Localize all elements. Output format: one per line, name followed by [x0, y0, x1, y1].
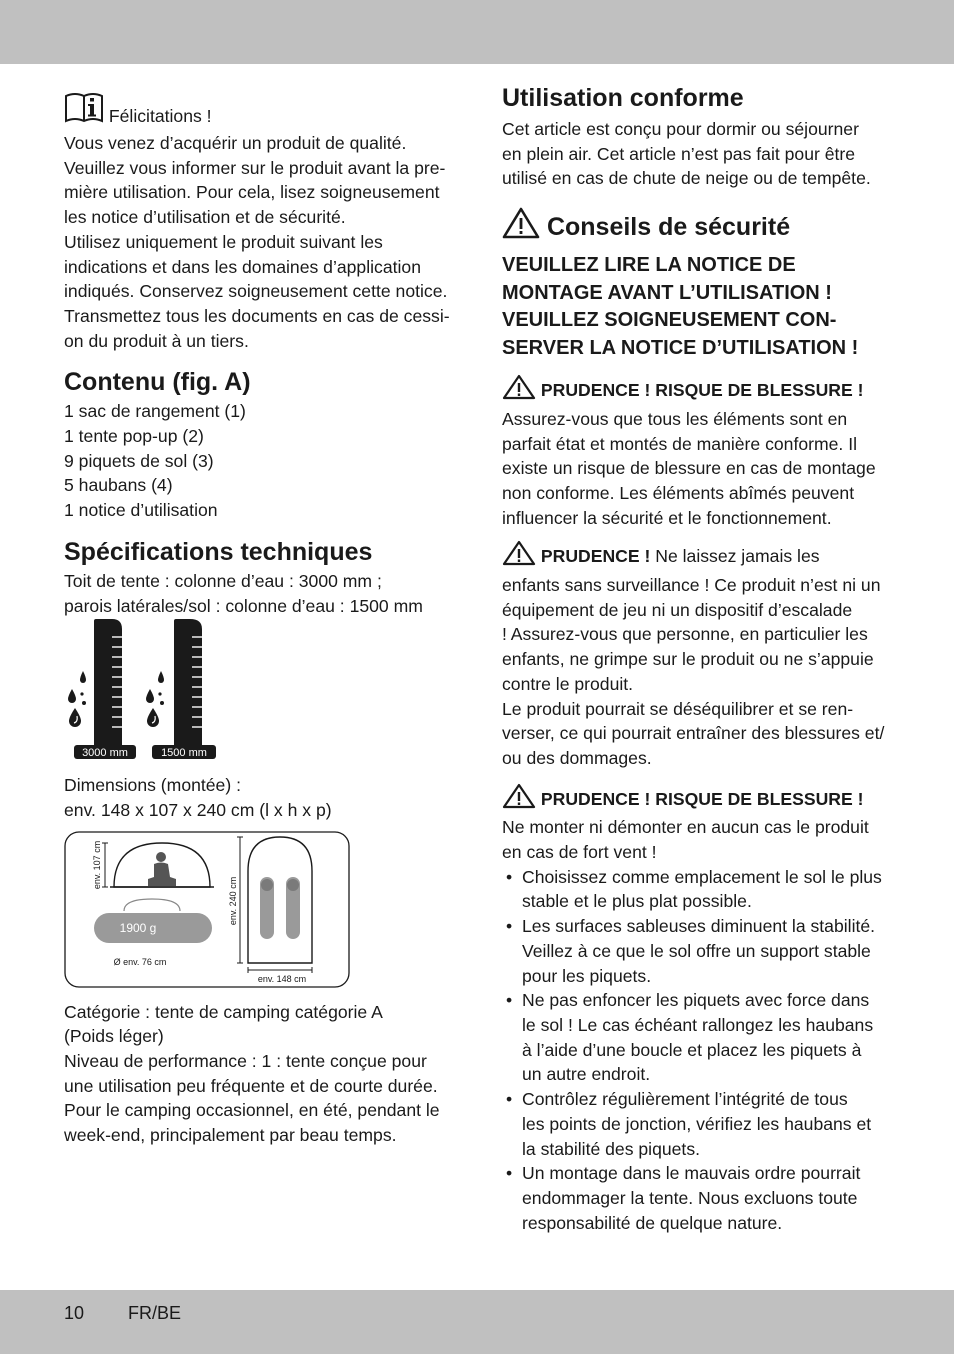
- bullet-line: la stabilité des piquets.: [522, 1138, 700, 1159]
- gauge-label-1500: 1500 mm: [161, 747, 207, 760]
- usage-line: en plein air. Cet article n’est pas fait pour être: [502, 143, 856, 164]
- bullet-line: endommager la tente. Nous excluons toute: [522, 1187, 858, 1208]
- warning-line: parfait état et montés de manière conforme. Il: [502, 433, 857, 454]
- dimension-line: Dimensions (montée) :: [64, 775, 241, 796]
- diameter-label: Ø env. 76 cm: [113, 956, 167, 967]
- warning-line: ! Assurez-vous que personne, en particulier les: [502, 624, 868, 645]
- bullet-line: à l’aide d’une boucle et placez les piquets à: [522, 1039, 862, 1060]
- water-column-gauges: [64, 619, 224, 761]
- bullet-line: • Choisissez comme emplacement le sol le plus: [522, 866, 882, 887]
- warning-line: Le produit pourrait se déséquilibrer et se ren-: [502, 698, 854, 719]
- category-line: Catégorie : tente de camping catégorie A: [64, 1001, 383, 1022]
- caps-line: VEUILLEZ LIRE LA NOTICE DE: [502, 254, 796, 277]
- usage-text: [502, 117, 894, 191]
- left-column: [64, 90, 456, 1148]
- caps-line: VEUILLEZ SOIGNEUSEMENT CON-: [502, 309, 837, 332]
- gauge-label-3000: 3000 mm: [82, 747, 128, 760]
- page-number: 10: [64, 1303, 85, 1323]
- warning-line: enfants sans surveillance ! Ce produit n’est ni un: [502, 575, 881, 596]
- header-band: [0, 0, 954, 64]
- warning-title: PRUDENCE !: [540, 546, 651, 567]
- specs-heading: Spécifications techniques: [64, 537, 373, 566]
- caps-line: MONTAGE AVANT L’UTILISATION !: [502, 281, 832, 304]
- contents-item: 9 piquets de sol (3): [64, 450, 214, 471]
- caps-line: SERVER LA NOTICE D’UTILISATION !: [502, 336, 859, 359]
- category-line: Pour le camping occasionnel, en été, pendant le: [64, 1100, 440, 1121]
- language-code: FR/BE: [128, 1303, 182, 1323]
- water-line: Toit de tente : colonne d’eau : 3000 mm ;: [64, 570, 382, 591]
- bullet-line: le sol ! Le cas échéant rallongez les haubans: [522, 1014, 874, 1035]
- warning-first-line: Ne laissez jamais les: [655, 546, 820, 567]
- intro-line: Utilisez uniquement le produit suivant les: [64, 231, 383, 252]
- width-label: env. 148 cm: [257, 973, 307, 984]
- usage-line: utilisé en cas de chute de neige ou de tempête.: [502, 168, 871, 189]
- warning-line: équipement de jeu ni un dispositif d’escalade: [502, 599, 853, 620]
- bullet-line: Veillez à ce que le sol offre un support stable: [522, 940, 871, 961]
- contents-item: 1 tente pop-up (2): [64, 426, 204, 447]
- intro-line: Veuillez vous informer sur le produit avant la pre-: [64, 157, 446, 178]
- bullet-line: un autre endroit.: [522, 1064, 651, 1085]
- warning-block-1: [502, 374, 894, 530]
- contents-item: 1 notice d’utilisation: [64, 500, 218, 521]
- contents-item: 5 haubans (4): [64, 475, 173, 496]
- intro-line: Transmettez tous les documents en cas de cessi-: [64, 305, 450, 326]
- contents-list: [64, 399, 456, 523]
- intro-line: mière utilisation. Pour cela, lisez soigneusement: [64, 182, 440, 203]
- greeting: Félicitations !: [108, 106, 212, 126]
- usage-line: Cet article est conçu pour dormir ou séjourner: [502, 119, 859, 139]
- category-line: Niveau de performance : 1 : tente conçue pour: [64, 1051, 427, 1072]
- category-section: [64, 1000, 456, 1148]
- warning-triangle-icon: [502, 207, 540, 246]
- intro-line: les notice d’utilisation et de sécurité.: [64, 207, 346, 228]
- warning-line: non conforme. Les éléments abîmés peuvent: [502, 482, 855, 503]
- bullet-line: • Un montage dans le mauvais ordre pourrait: [522, 1163, 861, 1184]
- safety-caps: [502, 252, 894, 362]
- warning-line: influencer la sécurité et le fonctionnement.: [502, 507, 832, 528]
- list-item: [502, 1087, 894, 1161]
- category-line: (Poids léger): [64, 1026, 164, 1047]
- list-item: [502, 1161, 894, 1235]
- warning-line: Assurez-vous que tous les éléments sont en: [502, 408, 848, 429]
- contents-item: 1 sac de rangement (1): [64, 401, 246, 422]
- water-column-figure: [64, 619, 224, 761]
- intro-line: on du produit à un tiers.: [64, 330, 249, 351]
- dimension-line: env. 148 x 107 x 240 cm (l x h x p): [64, 799, 332, 820]
- warning-line: Ne monter ni démonter en aucun cas le produit: [502, 817, 869, 838]
- bullet-line: • Ne pas enfoncer les piquets avec force dans: [522, 990, 870, 1011]
- warning-line: ou des dommages.: [502, 747, 652, 768]
- category-line: week-end, principalement par beau temps.: [64, 1125, 397, 1146]
- bullet-line: les points de jonction, vérifiez les haubans et: [522, 1113, 872, 1134]
- warning-line: contre le produit.: [502, 673, 634, 694]
- bullet-line: • Les surfaces sableuses diminuent la stabilité.: [522, 916, 876, 937]
- intro-line: Vous venez d’acquérir un produit de qualité.: [64, 133, 407, 153]
- usage-heading: Utilisation conforme: [502, 84, 744, 112]
- warning-block-3: [502, 783, 894, 1236]
- warning-triangle-icon: [502, 374, 536, 407]
- safety-heading-text: Conseils de sécurité: [546, 213, 791, 242]
- bullet-line: pour les piquets.: [522, 965, 652, 986]
- category-line: une utilisation peu fréquente et de courte durée.: [64, 1075, 438, 1096]
- warning-block-2: [502, 540, 894, 770]
- warning-triangle-icon: [502, 540, 536, 573]
- bullet-line: stable et le plus plat possible.: [522, 891, 752, 912]
- intro-line: indiqués. Conservez soigneusement cette notice.: [64, 281, 448, 302]
- warning-line: en cas de fort vent !: [502, 842, 657, 863]
- list-item: [502, 914, 894, 988]
- list-item: [502, 988, 894, 1087]
- intro-section: [64, 90, 456, 353]
- right-column: [502, 83, 894, 1235]
- warning-line: enfants, ne grimpe sur le produit ou ne s’appuie: [502, 649, 874, 670]
- bullet-line: responsabilité de quelque nature.: [522, 1212, 783, 1233]
- safety-bullet-list: [502, 865, 894, 1236]
- water-line: parois latérales/sol : colonne d’eau : 1500 mm: [64, 595, 423, 616]
- intro-line: indications et dans les domaines d’application: [64, 256, 421, 277]
- warning-title: PRUDENCE ! RISQUE DE BLESSURE !: [540, 380, 864, 401]
- warning-line: existe un risque de blessure en cas de montage: [502, 458, 876, 479]
- warning-line: verser, ce qui pourrait entraîner des blessures et/: [502, 723, 885, 744]
- list-item: [502, 865, 894, 914]
- tent-dimension-diagram: [64, 831, 350, 988]
- height-label: env. 107 cm: [92, 840, 102, 889]
- depth-label: env. 240 cm: [228, 876, 238, 925]
- bullet-line: • Contrôlez régulièrement l’intégrité de tous: [522, 1089, 848, 1110]
- warning-title: PRUDENCE ! RISQUE DE BLESSURE !: [540, 788, 864, 809]
- weight-label: 1900 g: [119, 920, 157, 935]
- contents-heading: Contenu (fig. A): [64, 368, 251, 397]
- safety-heading: [502, 207, 894, 246]
- info-book-icon: [64, 90, 104, 131]
- warning-triangle-icon: [502, 783, 536, 816]
